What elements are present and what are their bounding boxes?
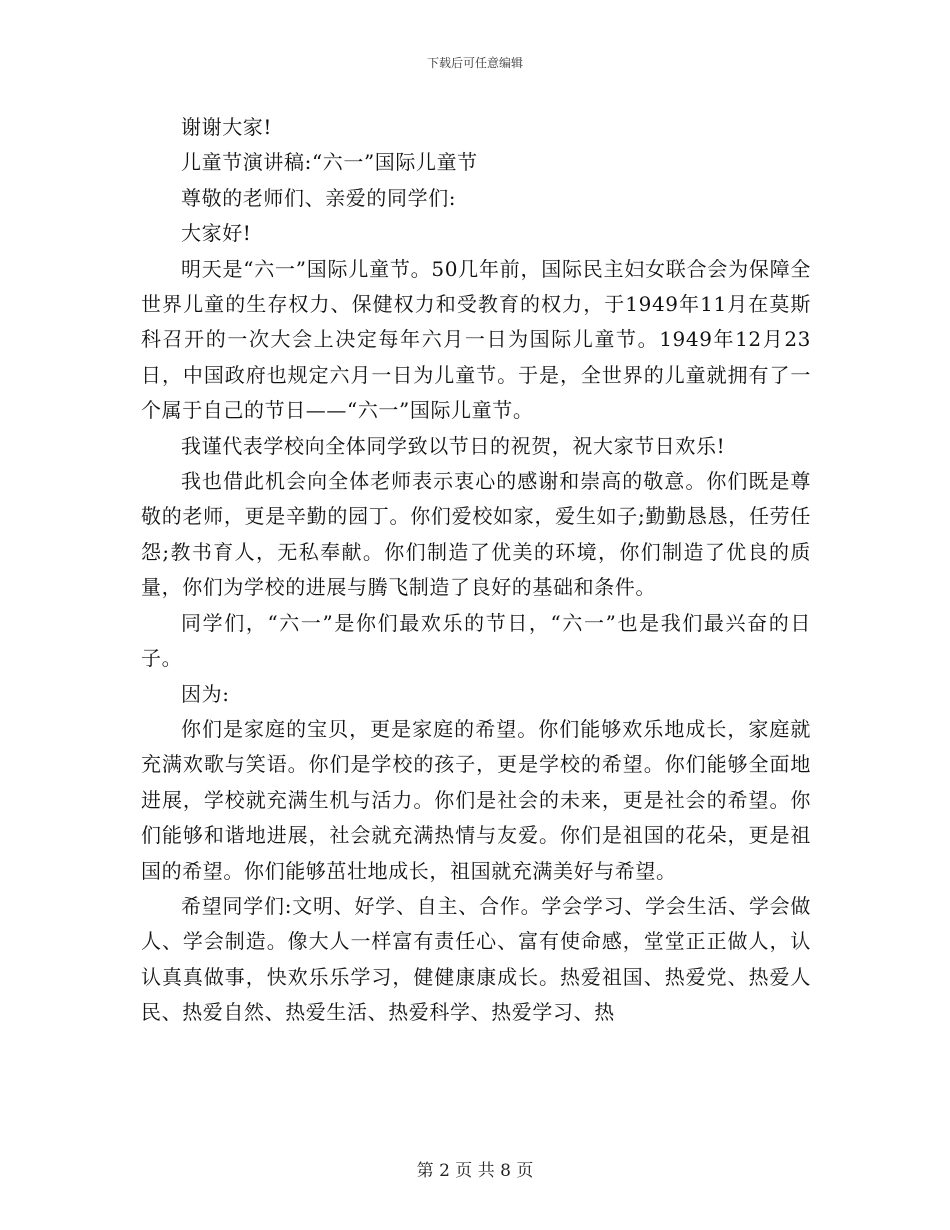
paragraph: 因为: (181, 681, 230, 706)
page-number: 第 2 页 共 8 页 (416, 1161, 534, 1181)
paragraph: 儿童节演讲稿:“六一”国际儿童节 (181, 150, 478, 175)
document-body (141, 110, 811, 1031)
paragraph: 大家好! (181, 221, 252, 246)
paragraph: 你们是家庭的宝贝，更是家庭的希望。你们能够欢乐地成长，家庭就充满欢歌与笑语。你们是学校的孩子，更是学校的希望。你们能够全面地进展，学校就充满生机与活力。你们是社会的未来，更是社会的希望。你们能够和谐地进展，社会就充满热情与友爱。你们是祖国的花朵，更是祖国的希望。你们能够茁壮地成长，祖国就充满美好与希望。 (141, 716, 811, 883)
paragraph: 我谨代表学校向全体同学致以节日的祝贺，祝大家节日欢乐! (181, 433, 726, 458)
paragraph: 我也借此机会向全体老师表示衷心的感谢和崇高的敬意。你们既是尊敬的老师，更是辛勤的园丁。你们爱校如家，爱生如子;勤勤恳恳，任劳任怨;教书育人，无私奉献。你们制造了优美的环境，你们制造了优良的质量，你们为学校的进展与腾飞制造了良好的基础和条件。 (141, 469, 811, 600)
paragraph: 明天是“六一”国际儿童节。50几年前，国际民主妇女联合会为保障全世界儿童的生存权力、保健权力和受教育的权力，于1949年11月在莫斯科召开的一次大会上决定每年六月一日为国际儿童节。1949年12月23日，中国政府也规定六月一日为儿童节。于是，全世界的儿童就拥有了一个属于自己的节日——“六一”国际儿童节。 (141, 256, 811, 423)
page-header: 下载后可任意编辑 (426, 56, 523, 70)
paragraph: 同学们，“六一”是你们最欢乐的节日，“六一”也是我们最兴奋的日子。 (141, 610, 811, 671)
paragraph: 尊敬的老师们、亲爱的同学们: (181, 185, 457, 210)
paragraph: 谢谢大家! (181, 115, 273, 139)
paragraph: 希望同学们:文明、好学、自主、合作。学会学习、学会生活、学会做人、学会制造。像大人一样富有责任心、富有使命感，堂堂正正做人，认认真真做事，快欢乐乐学习，健健康康成长。热爱祖国、热爱党、热爱人民、热爱自然、热爱生活、热爱科学、热爱学习、热 (141, 893, 811, 1025)
